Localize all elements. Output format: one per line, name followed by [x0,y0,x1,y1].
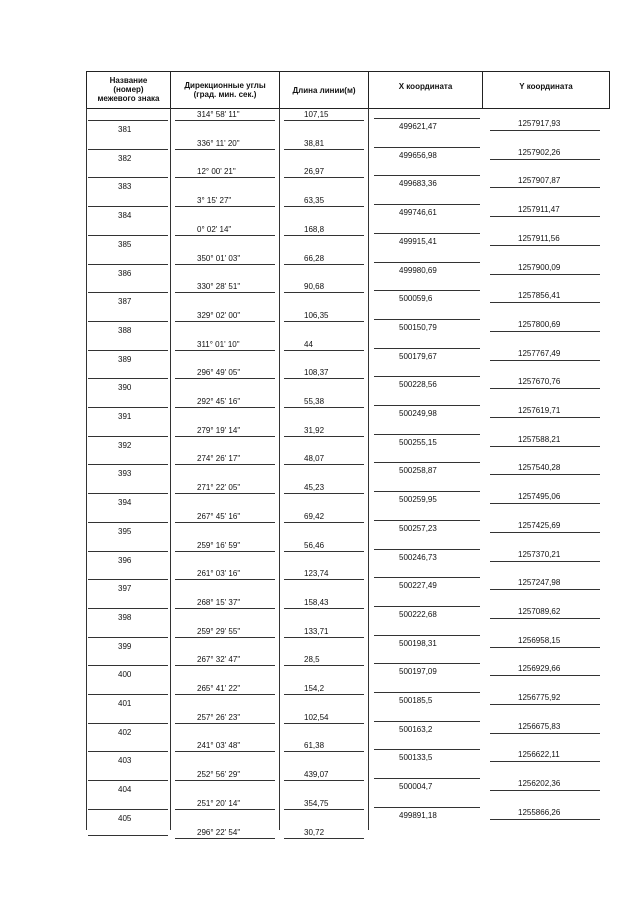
y-value: 1257425,69 [518,520,561,530]
row-line [175,751,275,752]
angle-value: 257° 26' 23" [197,712,241,722]
row-line [88,579,168,580]
left-border [86,108,87,830]
row-line [490,302,600,303]
row-line [175,522,275,523]
row-line [490,245,600,246]
row-line [88,780,168,781]
length-value: 154,2 [304,684,325,693]
y-value: 1257900,09 [518,262,561,272]
row-line [88,177,168,178]
row-line [284,350,364,351]
column-divider-length [279,108,280,830]
point-name: 403 [118,756,132,766]
point-name: 394 [118,498,132,508]
row-line [490,761,600,762]
y-value: 1256929,66 [518,664,561,674]
row-line [490,675,600,676]
point-name: 399 [118,641,132,651]
angle-value: 311° 01' 10" [197,339,240,349]
row-line [374,118,480,119]
point-name: 392 [118,440,132,450]
y-value: 1256775,92 [518,693,561,702]
length-value: 28,5 [304,655,320,665]
angle-value: 296° 22' 54" [197,827,241,837]
row-line [88,694,168,695]
row-line [374,405,480,406]
angle-value: 267° 45' 16" [197,511,241,521]
row-line [88,206,168,207]
y-value: 1257767,49 [518,348,561,358]
row-line [284,579,364,580]
x-value: 500150,79 [399,322,437,332]
row-line [284,235,364,236]
row-line [374,807,480,808]
length-value: 48,07 [304,454,325,464]
row-line [490,589,600,590]
row-line [490,216,600,217]
angle-value: 241° 03' 48" [197,741,241,751]
column-divider-angle [170,108,171,830]
row-line [490,704,600,705]
point-name: 386 [118,268,132,278]
angle-value: 12° 00' 21" [197,167,236,177]
row-line [88,522,168,523]
x-value: 499980,69 [399,265,437,275]
length-value: 106,35 [304,310,329,320]
row-line [284,751,364,752]
row-line [88,264,168,265]
angle-value: 292° 45' 16" [197,397,241,406]
point-name: 382 [118,153,132,163]
length-value: 61,38 [304,741,325,751]
y-value: 1257540,28 [518,463,561,473]
row-line [490,561,600,562]
y-value: 1257619,71 [518,406,561,415]
point-name: 396 [118,555,132,565]
row-line [490,388,600,389]
angle-value: 0° 02' 14" [197,224,232,234]
length-value: 45,23 [304,483,325,493]
y-value: 1257856,41 [518,291,561,301]
x-value: 500163,2 [399,724,433,734]
row-line [284,120,364,121]
row-line [175,407,275,408]
row-line [88,608,168,609]
header-angle: Дирекционные углы (град. мин. сек.) [184,81,266,99]
row-line [374,721,480,722]
x-value: 500246,73 [399,552,437,562]
point-name: 384 [118,211,132,221]
row-line [88,235,168,236]
row-line [175,637,275,638]
row-line [88,321,168,322]
row-line [175,235,275,236]
row-line [490,503,600,504]
row-line [175,378,275,379]
row-line [88,723,168,724]
row-line [490,790,600,791]
row-line [374,520,480,521]
row-line [284,723,364,724]
row-line [88,407,168,408]
header-name: Название (номер) межевого знака [97,76,160,103]
x-value: 500257,23 [399,523,437,533]
row-line [175,551,275,552]
length-value: 44 [304,339,313,349]
row-line [374,606,480,607]
length-value: 26,97 [304,167,325,177]
x-value: 500228,56 [399,380,437,390]
row-line [374,749,480,750]
point-name: 404 [118,785,132,795]
y-value: 1257247,98 [518,578,561,588]
length-value: 108,37 [304,368,329,378]
row-line [88,149,168,150]
row-line [88,809,168,810]
row-line [374,549,480,550]
y-value: 1257588,21 [518,434,561,444]
row-line [374,376,480,377]
x-value: 500258,87 [399,466,437,476]
angle-value: 3° 15' 27" [197,196,232,206]
row-line [175,780,275,781]
angle-value: 259° 16' 59" [197,540,241,550]
header-x: X координата [398,82,453,91]
row-line [374,290,480,291]
length-value: 31,92 [304,425,325,435]
point-name: 385 [118,239,132,249]
row-line [284,608,364,609]
row-line [374,434,480,435]
row-line [88,751,168,752]
row-line [175,665,275,666]
header-length: Длина линии(м) [292,86,356,95]
row-line [284,206,364,207]
row-line [284,780,364,781]
x-value: 499621,47 [399,122,437,131]
row-line [374,175,480,176]
y-value: 1257800,69 [518,319,561,329]
y-value: 1257911,47 [518,205,560,215]
row-line [490,618,600,619]
angle-value: 267° 32' 47" [197,655,241,665]
row-line [374,663,480,664]
length-value: 69,42 [304,511,325,521]
row-line [284,637,364,638]
point-name: 401 [118,699,132,708]
row-line [490,417,600,418]
row-line [175,177,275,178]
row-line [88,835,168,836]
length-value: 90,68 [304,282,325,292]
point-name: 402 [118,727,132,737]
row-line [490,733,600,734]
length-value: 102,54 [304,712,329,722]
y-value: 1257911,56 [518,233,560,243]
angle-value: 330° 28' 51" [197,282,241,292]
row-line [284,177,364,178]
length-value: 55,38 [304,397,325,406]
length-value: 38,81 [304,138,325,148]
row-line [490,819,600,820]
row-line [490,187,600,188]
angle-value: 265° 41' 22" [197,684,241,693]
row-line [374,462,480,463]
row-line [284,264,364,265]
row-line [88,493,168,494]
angle-value: 336° 11' 20" [197,138,240,148]
y-value: 1256202,36 [518,779,561,789]
row-line [374,778,480,779]
row-line [284,321,364,322]
angle-value: 271° 22' 05" [197,483,241,493]
y-value: 1257495,06 [518,492,561,502]
length-value: 63,35 [304,196,325,206]
point-name: 397 [118,584,132,594]
length-value: 133,71 [304,626,329,636]
point-name: 383 [118,182,132,192]
row-line [374,635,480,636]
angle-value: 274° 26' 17" [197,454,241,464]
point-name: 381 [118,125,132,134]
x-value: 499891,18 [399,810,437,820]
row-line [284,809,364,810]
row-line [175,579,275,580]
row-line [88,378,168,379]
row-line [88,464,168,465]
row-line [175,838,275,839]
row-line [490,331,600,332]
x-value: 499683,36 [399,179,437,189]
row-line [284,694,364,695]
angle-value: 296° 49' 05" [197,368,241,378]
row-line [284,493,364,494]
row-line [175,493,275,494]
row-line [374,491,480,492]
row-line [175,809,275,810]
row-line [175,321,275,322]
length-value: 354,75 [304,798,329,808]
x-value: 500059,6 [399,294,433,304]
row-line [88,637,168,638]
x-value: 500004,7 [399,782,433,792]
y-value: 1257670,76 [518,377,561,387]
y-value: 1257089,62 [518,606,561,616]
y-value: 1255866,26 [518,807,561,817]
row-line [490,130,600,131]
row-line [490,647,600,648]
point-name: 389 [118,354,132,364]
point-name: 398 [118,612,132,622]
x-value: 500185,5 [399,696,433,705]
header-y: Y координата [519,82,573,91]
x-value: 500222,68 [399,609,437,619]
column-divider-x [368,108,369,830]
row-line [490,360,600,361]
row-line [175,723,275,724]
row-line [175,206,275,207]
point-name: 395 [118,526,132,536]
length-value: 439,07 [304,770,329,780]
row-line [374,233,480,234]
row-line [284,407,364,408]
row-line [284,436,364,437]
row-line [284,464,364,465]
angle-value: 314° 58' 11" [197,110,240,119]
row-line [490,274,600,275]
y-value: 1256675,83 [518,721,561,731]
x-value: 500179,67 [399,351,437,361]
row-line [175,292,275,293]
row-line [175,694,275,695]
x-value: 500227,49 [399,581,437,591]
row-line [374,577,480,578]
y-value: 1257907,87 [518,176,561,186]
angle-value: 252° 56' 29" [197,770,241,780]
angle-value: 279° 19' 14" [197,425,241,435]
row-line [490,532,600,533]
row-line [374,147,480,148]
row-line [175,436,275,437]
row-line [175,350,275,351]
length-value: 107,15 [304,110,329,119]
angle-value: 268° 15' 37" [197,597,241,607]
row-line [284,149,364,150]
length-value: 168,8 [304,224,325,234]
angle-value: 261° 03' 16" [197,569,241,579]
y-value: 1257902,26 [518,147,561,157]
row-line [88,292,168,293]
point-name: 391 [118,412,132,421]
length-value: 56,46 [304,540,325,550]
point-name: 387 [118,297,132,307]
angle-value: 350° 01' 03" [197,253,241,263]
x-value: 500198,31 [399,638,437,648]
point-name: 405 [118,813,132,823]
point-name: 390 [118,383,132,393]
row-line [490,474,600,475]
row-line [374,204,480,205]
point-name: 400 [118,670,132,680]
y-value: 1256622,11 [518,750,560,760]
length-value: 30,72 [304,827,325,837]
row-line [374,262,480,263]
point-name: 388 [118,325,132,335]
row-line [284,522,364,523]
row-line [175,120,275,121]
x-value: 499746,61 [399,208,437,218]
row-line [175,464,275,465]
row-line [490,159,600,160]
y-value: 1257917,93 [518,119,561,128]
row-line [490,446,600,447]
x-value: 500133,5 [399,753,433,763]
row-line [374,319,480,320]
row-line [284,378,364,379]
row-line [175,608,275,609]
row-line [88,665,168,666]
point-name: 393 [118,469,132,479]
y-value: 1256958,15 [518,635,561,645]
x-value: 499915,41 [399,236,437,246]
row-line [374,692,480,693]
row-line [284,665,364,666]
length-value: 158,43 [304,597,329,607]
row-line [175,149,275,150]
row-line [284,838,364,839]
row-line [374,348,480,349]
length-value: 66,28 [304,253,325,263]
row-line [284,551,364,552]
row-line [88,436,168,437]
angle-value: 259° 29' 55" [197,626,241,636]
y-value: 1257370,21 [518,549,561,559]
angle-value: 251° 20' 14" [197,798,241,808]
x-value: 500259,95 [399,495,437,505]
row-line [284,292,364,293]
length-value: 123,74 [304,569,329,579]
x-value: 499656,98 [399,150,437,160]
row-line [175,264,275,265]
row-line [88,350,168,351]
x-value: 500197,09 [399,667,437,677]
x-value: 500249,98 [399,409,437,418]
row-line [88,551,168,552]
row-line [88,120,168,121]
x-value: 500255,15 [399,437,437,447]
angle-value: 329° 02' 00" [197,310,241,320]
